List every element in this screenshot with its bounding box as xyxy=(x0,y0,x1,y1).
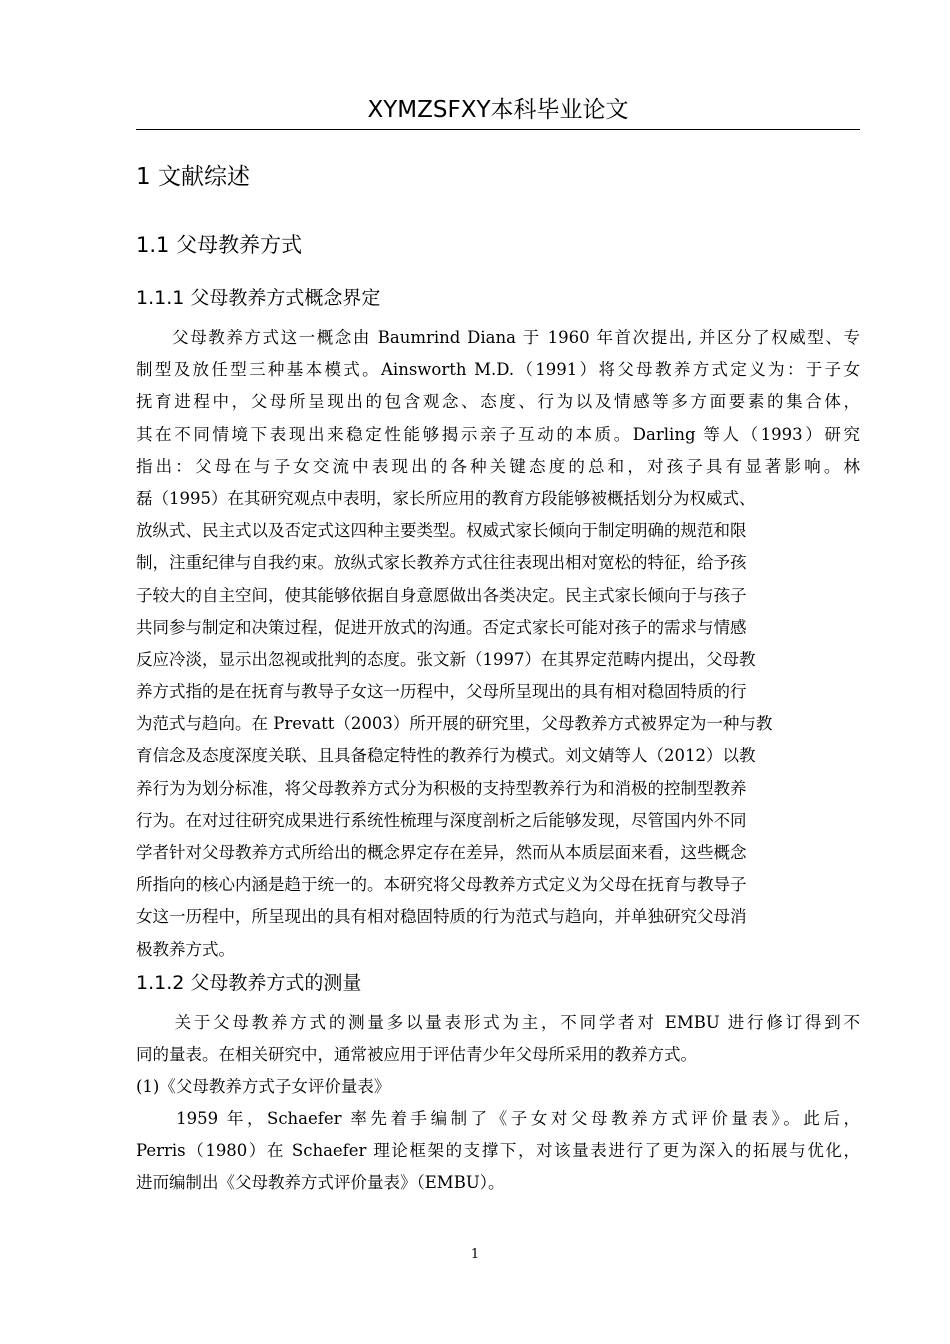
paragraph-line: 指出：父母在与子女交流中表现出的各种关键态度的总和，对孩子具有显著影响。林 xyxy=(136,456,860,476)
scale-item-title xyxy=(136,1071,860,1103)
paragraph-line: 子较大的自主空间，使其能够依据自身意愿做出各类决定。民主式家长倾向于与孩子 xyxy=(136,585,747,605)
scale-title-line: (1)《父母教养方式子女评价量表》 xyxy=(136,1077,391,1096)
subsection-heading-definition: 1.1.1 父母教养方式概念界定 xyxy=(136,287,381,309)
measurement-intro-paragraph xyxy=(136,1007,860,1071)
paragraph-line: Perris（1980）在 Schaefer 理论框架的支撑下，对该量表进行了更为深入的拓展与优化， xyxy=(136,1141,860,1161)
paragraph-line: 父母教养方式这一概念由 Baumrind Diana 于 1960 年首次提出, 并区分了权威型、专 xyxy=(136,328,860,347)
paragraph-line: 关于父母教养方式的测量多以量表形式为主，不同学者对 EMBU 进行修订得到不 xyxy=(136,1013,860,1032)
paragraph-line: 放纵式、民主式以及否定式这四种主要类型。权威式家长倾向于制定明确的规范和限 xyxy=(136,521,747,541)
chapter-heading: 1 文献综述 xyxy=(136,164,250,190)
section-heading: 1.1 父母教养方式 xyxy=(136,233,303,257)
thesis-header-title: XYMZSFXY本科毕业论文 xyxy=(367,97,629,123)
paragraph-line: 所指向的核心内涵是趋于统一的。本研究将父母教养方式定义为父母在抚育与教导子 xyxy=(136,875,747,895)
paragraph-line: 学者针对父母教养方式所给出的概念界定存在差异，然而从本质层面来看，这些概念 xyxy=(136,843,747,862)
paragraph-line: 1959 年，Schaefer 率先着手编制了《子女对父母教养方式评价量表》。此后， xyxy=(136,1109,860,1128)
paragraph-line: 反应冷淡，显示出忽视或批判的态度。张文新（1997）在其界定范畴内提出，父母教 xyxy=(136,649,756,669)
paragraph-line: 进而编制出《父母教养方式评价量表》（EMBU）。 xyxy=(136,1173,505,1193)
paragraph-line: 极教养方式。 xyxy=(136,939,235,959)
definition-paragraph xyxy=(136,322,860,966)
paragraph-line: 为范式与趋向。在 Prevatt（2003）所开展的研究里，父母教养方式被界定为一种与教 xyxy=(136,714,773,734)
page-number: 1 xyxy=(470,1247,480,1262)
paragraph-line: 其在不同情境下表现出来稳定性能够揭示亲子互动的本质。Darling 等人（1993）研究 xyxy=(136,424,860,444)
header-divider xyxy=(136,129,860,130)
paragraph-line: 共同参与制定和决策过程，促进开放式的沟通。否定式家长可能对孩子的需求与情感 xyxy=(136,617,747,637)
paragraph-line: 同的量表。在相关研究中，通常被应用于评估青少年父母所采用的教养方式。 xyxy=(136,1045,697,1065)
paragraph-line: 养行为为划分标准，将父母教养方式分为积极的支持型教养行为和消极的控制型教养 xyxy=(136,778,747,798)
paragraph-line: 制型及放任型三种基本模式。Ainsworth M.D.（1991）将父母教养方式定义为：于子女 xyxy=(136,360,860,380)
paragraph-line: 磊（1995）在其研究观点中表明，家长所应用的教育方段能够被概括划分为权威式、 xyxy=(136,488,756,508)
subsection-heading-measurement: 1.1.2 父母教养方式的测量 xyxy=(136,972,362,994)
paragraph-line: 育信念及态度深度关联、且具备稳定特性的教养行为模式。刘文婧等人（2012）以教 xyxy=(136,746,756,766)
paragraph-line: 养方式指的是在抚育与教导子女这一历程中，父母所呈现出的具有相对稳固特质的行 xyxy=(136,682,747,702)
scale-item-paragraph xyxy=(136,1103,860,1200)
paragraph-line: 抚育进程中，父母所呈现出的包含观念、态度、行为以及情感等多方面要素的集合体， xyxy=(136,392,860,412)
paragraph-line: 女这一历程中，所呈现出的具有相对稳固特质的行为范式与趋向，并单独研究父母消 xyxy=(136,907,747,927)
paragraph-line: 行为。在对过往研究成果进行系统性梳理与深度剖析之后能够发现，尽管国内外不同 xyxy=(136,810,747,830)
paragraph-line: 制，注重纪律与自我约束。放纵式家长教养方式往往表现出相对宽松的特征，给予孩 xyxy=(136,553,747,573)
